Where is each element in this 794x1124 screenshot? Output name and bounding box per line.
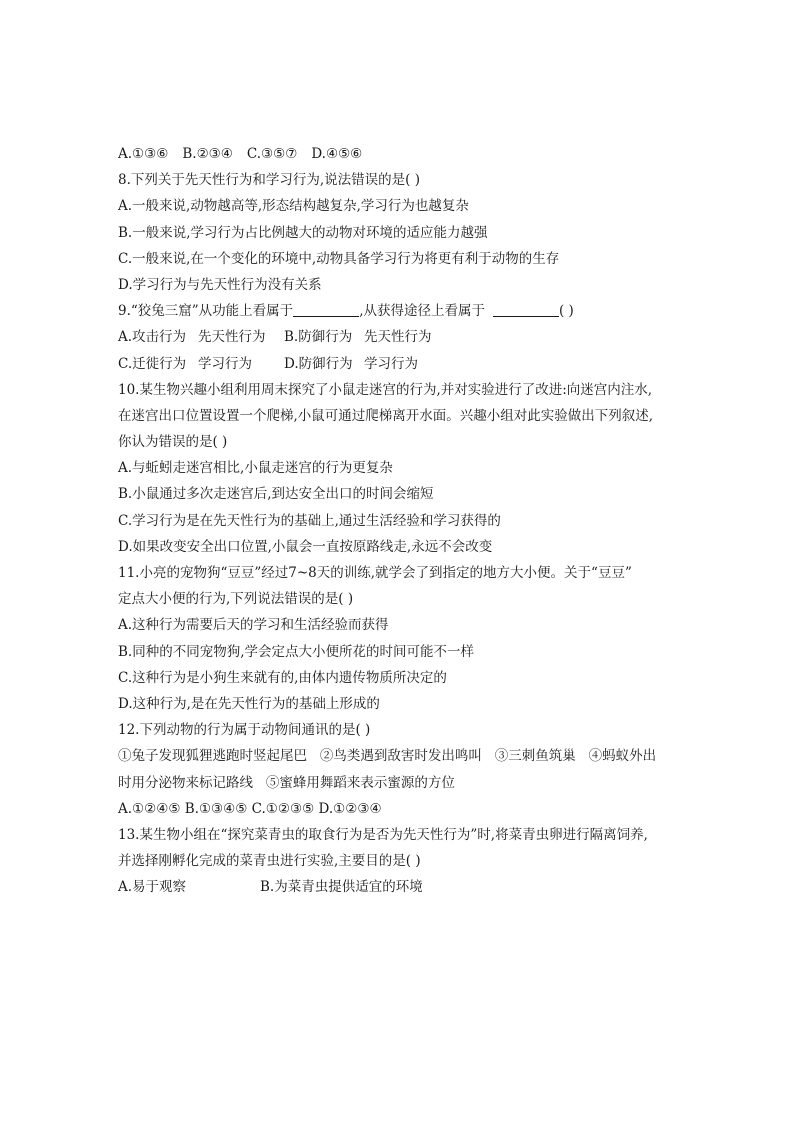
q13-options (118, 874, 678, 900)
exam-page (118, 141, 678, 900)
q7-option-c: C.③⑤⑦ (246, 146, 298, 162)
q9-option-d-type: 学习行为 (364, 355, 418, 372)
q13-stem-line-1: 13.某生物小组在“探究菜青虫的取食行为是否为先天性行为”时,将菜青虫卵进行隔离饲养, (118, 826, 648, 843)
q11-option-b: B.同种的不同宠物狗,学会定点大小便所花的时间可能不一样 (118, 643, 475, 660)
q9-stem (118, 298, 678, 324)
q13-stem-line-2: 并选择刚孵化完成的菜青虫进行实验,主要目的是( ) (118, 853, 421, 870)
q10-stem-line-2: 在迷宫出口位置设置一个爬梯,小鼠可通过爬梯离开水面。兴趣小组对此实验做出下列叙述, (118, 407, 654, 424)
q9-option-c: C.迁徙行为 (118, 355, 187, 372)
q13-option-b: B.为菜青虫提供适宜的环境 (260, 879, 423, 896)
q9-stem-part3: ( ) (558, 303, 574, 320)
q12-items-line-2: 时用分泌物来标记路线 ⑤蜜蜂用舞蹈来表示蜜源的方位 (118, 774, 455, 791)
q9-options-row-2 (118, 351, 678, 377)
q9-option-a-type: 先天性行为 (198, 329, 266, 346)
q11-option-c: C.这种行为是小狗生来就有的,由体内遗传物质所决定的 (118, 669, 447, 686)
q9-option-d: D.防御行为 (284, 355, 353, 372)
q8-option-d: D.学习行为与先天性行为没有关系 (118, 276, 322, 293)
q12-stem: 12.下列动物的行为属于动物间通讯的是( ) (118, 722, 371, 739)
q8-stem: 8.下列关于先天性行为和学习行为,说法错误的是( ) (118, 172, 420, 189)
q9-option-c-type: 学习行为 (198, 355, 252, 372)
q13-option-a: A.易于观察 (118, 879, 187, 896)
q9-stem-part1: 9.“狡兔三窟”从功能上看属于 (118, 303, 294, 320)
q11-option-d: D.这种行为,是在先天性行为的基础上形成的 (118, 695, 380, 712)
q7-option-b: B.②③④ (182, 146, 233, 162)
q10-option-a: A.与蚯蚓走迷宫相比,小鼠走迷宫的行为更复杂 (118, 460, 393, 477)
q7-option-a: A.①③⑥ (118, 146, 169, 162)
q9-option-a: A.攻击行为 (118, 329, 187, 346)
q12-items-line-1: ①兔子发现狐狸逃跑时竖起尾巴 ②鸟类遇到敌害时发出鸣叫 ③三刺鱼筑巢 ④蚂蚁外出 (118, 748, 657, 765)
q7-option-d: D.④⑤⑥ (311, 146, 363, 162)
q10-stem-line-1: 10.某生物兴趣小组利用周末探究了小鼠走迷宫的行为,并对实验进行了改进:向迷宫内注水, (118, 381, 653, 398)
q8-option-a: A.一般来说,动物越高等,形态结构越复杂,学习行为也越复杂 (118, 198, 469, 215)
q7-options (118, 141, 678, 167)
q10-option-b: B.小鼠通过多次走迷宫后,到达安全出口的时间会缩短 (118, 486, 434, 503)
q10-stem-line-3: 你认为错误的是( ) (118, 434, 228, 451)
q9-stem-part2: ,从获得途径上看属于 (359, 303, 485, 320)
q9-options-row-1 (118, 324, 678, 350)
q9-blank-1 (293, 302, 359, 317)
q9-blank-2 (493, 302, 559, 317)
q11-stem-line-2: 定点大小便的行为,下列说法错误的是( ) (118, 591, 354, 608)
q10-option-c: C.学习行为是在先天性行为的基础上,通过生活经验和学习获得的 (118, 512, 501, 529)
q8-option-c: C.一般来说,在一个变化的环境中,动物具备学习行为将更有利于动物的生存 (118, 250, 560, 267)
q10-option-d: D.如果改变安全出口位置,小鼠会一直按原路线走,永远不会改变 (118, 538, 493, 555)
q8-option-b: B.一般来说,学习行为占比例越大的动物对环境的适应能力越强 (118, 224, 488, 241)
q9-option-b: B.防御行为 (284, 329, 353, 346)
q11-option-a: A.这种行为需要后天的学习和生活经验而获得 (118, 617, 389, 634)
q9-option-b-type: 先天性行为 (364, 329, 432, 346)
q12-options: A.①②④⑤ B.①③④⑤ C.①②③⑤ D.①②③④ (118, 800, 382, 817)
q11-stem-line-1: 11.小亮的宠物狗“豆豆”经过7~8天的训练,就学会了到指定的地方大小便。关于“豆豆” (118, 565, 632, 581)
